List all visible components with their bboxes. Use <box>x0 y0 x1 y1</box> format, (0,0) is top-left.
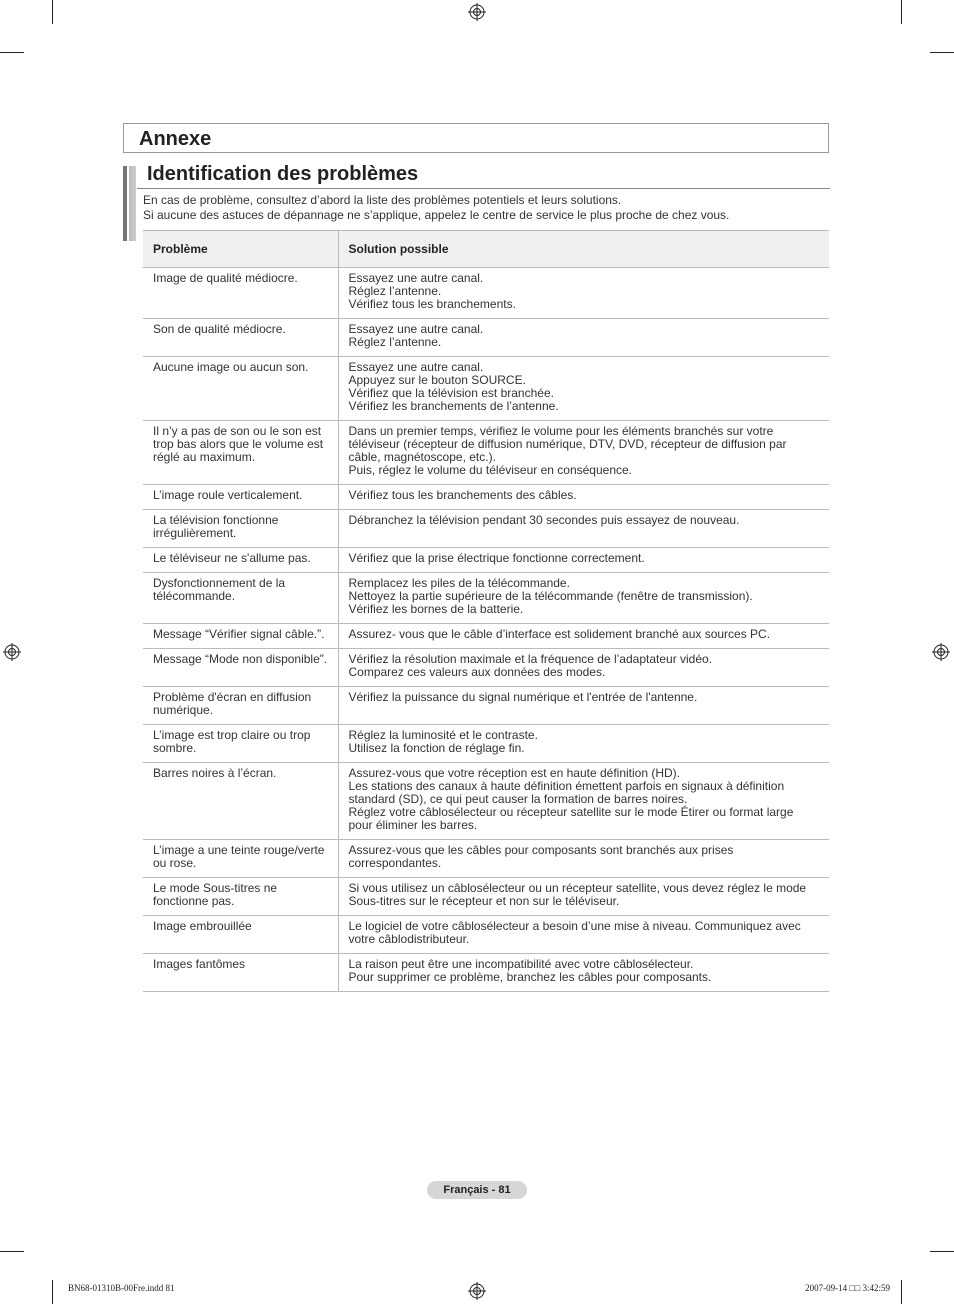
problem-cell: Il n’y a pas de son ou le son est trop bas alors que le volume est réglé au maximum. <box>143 421 338 485</box>
solution-cell <box>338 357 829 421</box>
solution-line: Pour supprimer ce problème, branchez les câbles pour composants. <box>348 970 712 984</box>
solution-line: Réglez la luminosité et le contraste. <box>348 728 538 742</box>
problem-cell: Image de qualité médiocre. <box>143 268 338 319</box>
table-row <box>143 763 829 840</box>
solution-line: Comparez ces valeurs aux données des modes. <box>348 665 606 679</box>
intro-line: En cas de problème, consultez d’abord la liste des problèmes potentiels et leurs solutions. <box>143 193 622 207</box>
table-row <box>143 548 829 573</box>
problem-cell: Barres noires à l’écran. <box>143 763 338 840</box>
solution-cell <box>338 687 829 725</box>
solution-line: Assurez- vous que le câble d’interface est solidement branché aux sources PC. <box>348 627 771 641</box>
section-header <box>123 123 829 153</box>
crop-mark <box>930 1251 954 1252</box>
solution-line: Le logiciel de votre câblosélecteur a besoin d’une mise à niveau. Communiquez avec votre câblodistributeur. <box>348 919 801 946</box>
solution-line: Appuyez sur le bouton SOURCE. <box>348 373 526 387</box>
solution-line: Essayez une autre canal. <box>348 322 484 336</box>
solution-line: Réglez l’antenne. <box>348 335 442 349</box>
solution-cell <box>338 319 829 357</box>
table-row <box>143 624 829 649</box>
solution-line: Nettoyez la partie supérieure de la télécommande (fenêtre de transmission). <box>348 589 753 603</box>
solution-line: Puis, réglez le volume du téléviseur en conséquence. <box>348 463 632 477</box>
solution-line: Vérifiez les branchements de l’antenne. <box>348 399 559 413</box>
solution-cell <box>338 548 829 573</box>
solution-line: Essayez une autre canal. <box>348 360 484 374</box>
solution-line: Utilisez la fonction de réglage fin. <box>348 741 525 755</box>
footer-file-name: BN68-01310B-00Fre.indd 81 <box>68 1283 175 1293</box>
solution-line: Assurez-vous que votre réception est en haute définition (HD). <box>348 766 681 780</box>
table-row <box>143 319 829 357</box>
column-header-solution: Solution possible <box>338 231 829 268</box>
table-row <box>143 268 829 319</box>
crop-mark <box>0 52 24 53</box>
footer-timestamp: 2007-09-14 □□ 3:42:59 <box>805 1283 890 1293</box>
solution-cell <box>338 954 829 992</box>
problem-cell: Dysfonctionnement de la télécommande. <box>143 573 338 624</box>
problem-cell: L’image a une teinte rouge/verte ou rose. <box>143 840 338 878</box>
solution-line: Dans un premier temps, vérifiez le volume pour les éléments branchés sur votre téléviseur (récepteur de diffusion numérique, DTV, DVD, récepteur de diffusion par câble, magnétoscope, etc.). <box>348 424 787 464</box>
registration-mark-icon <box>3 643 21 661</box>
table-row <box>143 840 829 878</box>
problem-cell: L’image roule verticalement. <box>143 485 338 510</box>
registration-mark-icon <box>468 3 486 21</box>
solution-line: Vérifiez que la prise électrique fonctionne correctement. <box>348 551 645 565</box>
problem-cell: Message “Vérifier signal câble.”. <box>143 624 338 649</box>
solution-line: Vérifiez la puissance du signal numérique et l'entrée de l'antenne. <box>348 690 698 704</box>
problem-cell: Problème d'écran en diffusion numérique. <box>143 687 338 725</box>
solution-cell <box>338 510 829 548</box>
table-row <box>143 510 829 548</box>
solution-cell <box>338 840 829 878</box>
crop-mark <box>930 52 954 53</box>
solution-line: Vérifiez que la télévision est branchée. <box>348 386 554 400</box>
table-row <box>143 954 829 992</box>
solution-line: Les stations des canaux à haute définition émettent parfois en signaux à définition standard (SD), ce qui peut causer la formation de barres noires. <box>348 779 785 806</box>
solution-cell <box>338 649 829 687</box>
title-divider <box>137 188 830 189</box>
section-title: Annexe <box>139 128 212 150</box>
page-title: Identification des problèmes <box>147 163 419 185</box>
solution-line: Assurez-vous que les câbles pour composants sont branchés aux prises correspondantes. <box>348 843 734 870</box>
table-row <box>143 725 829 763</box>
problem-cell: L’image est trop claire ou trop sombre. <box>143 725 338 763</box>
solution-line: Réglez votre câblosélecteur ou récepteur satellite sur le mode Étirer ou format large pour éliminer les barres. <box>348 805 794 832</box>
solution-cell <box>338 725 829 763</box>
crop-mark <box>52 0 53 24</box>
table-body <box>143 268 829 992</box>
problem-cell: Image embrouillée <box>143 916 338 954</box>
solution-cell <box>338 878 829 916</box>
problem-cell: Aucune image ou aucun son. <box>143 357 338 421</box>
solution-cell <box>338 421 829 485</box>
problem-cell: Son de qualité médiocre. <box>143 319 338 357</box>
solution-cell <box>338 624 829 649</box>
problem-cell: Message “Mode non disponible”. <box>143 649 338 687</box>
table-row <box>143 649 829 687</box>
crop-mark <box>52 1280 53 1304</box>
table-row <box>143 687 829 725</box>
problem-cell: Le mode Sous-titres ne fonctionne pas. <box>143 878 338 916</box>
crop-mark <box>901 1280 902 1304</box>
registration-mark-icon <box>932 643 950 661</box>
solution-line: Réglez l’antenne. <box>348 284 442 298</box>
problem-cell: Le téléviseur ne s'allume pas. <box>143 548 338 573</box>
crop-mark <box>0 1251 24 1252</box>
registration-mark-icon <box>468 1282 486 1300</box>
solution-line: Vérifiez les bornes de la batterie. <box>348 602 524 616</box>
solution-line: Vérifiez tous les branchements. <box>348 297 516 311</box>
troubleshooting-table <box>143 230 829 992</box>
problem-cell: Images fantômes <box>143 954 338 992</box>
solution-cell <box>338 268 829 319</box>
table-row <box>143 357 829 421</box>
solution-line: Essayez une autre canal. <box>348 271 484 285</box>
solution-line: La raison peut être une incompatibilité avec votre câblosélecteur. <box>348 957 694 971</box>
problem-cell: La télévision fonctionne irrégulièrement. <box>143 510 338 548</box>
solution-cell <box>338 763 829 840</box>
table-row <box>143 916 829 954</box>
solution-line: Si vous utilisez un câblosélecteur ou un récepteur satellite, vous devez réglez le mode Sous-titres sur le récepteur et non sur le téléviseur. <box>348 881 807 908</box>
solution-cell <box>338 485 829 510</box>
solution-line: Remplacez les piles de la télécommande. <box>348 576 570 590</box>
table-row <box>143 573 829 624</box>
table-row <box>143 878 829 916</box>
page-number-badge: Français - 81 <box>427 1181 527 1199</box>
column-header-problem: Problème <box>143 231 338 268</box>
table-row <box>143 421 829 485</box>
solution-cell <box>338 573 829 624</box>
table-header-row <box>143 231 829 268</box>
intro-text <box>143 193 833 223</box>
side-accent-bar <box>123 166 136 241</box>
solution-cell <box>338 916 829 954</box>
crop-mark <box>901 0 902 24</box>
intro-line: Si aucune des astuces de dépannage ne s’applique, appelez le centre de service le plus proche de chez vous. <box>143 208 730 222</box>
solution-line: Débranchez la télévision pendant 30 secondes puis essayez de nouveau. <box>348 513 740 527</box>
solution-line: Vérifiez tous les branchements des câbles. <box>348 488 577 502</box>
table-row <box>143 485 829 510</box>
solution-line: Vérifiez la résolution maximale et la fréquence de l’adaptateur vidéo. <box>348 652 713 666</box>
